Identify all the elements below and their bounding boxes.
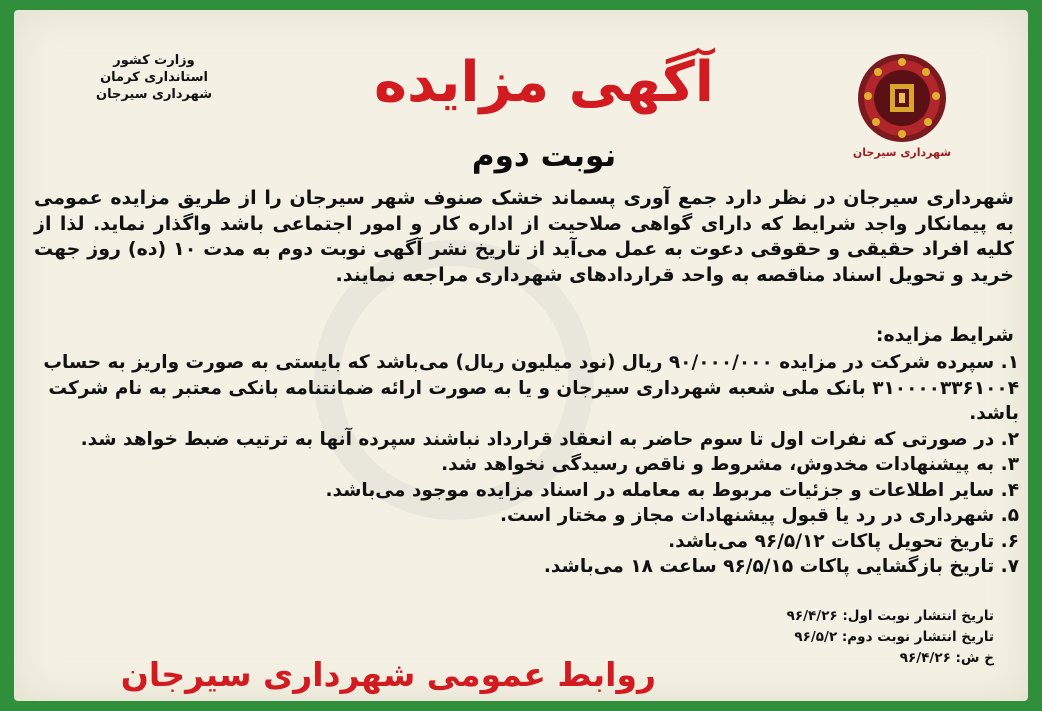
condition-item: ۵. شهرداری در رد یا قبول پیشنهادات مجاز و مختار است.: [499, 505, 1019, 526]
ministry-header: [84, 52, 224, 103]
sirjan-municipality-logo: [850, 50, 954, 162]
intro-paragraph: [34, 186, 1014, 288]
notice-frame: [14, 10, 1028, 701]
first-publication-date: تاریخ انتشار نوبت اول: ۹۶/۴/۲۶: [786, 608, 994, 624]
public-relations-signature: روابط عمومی شهرداری سیرجان: [120, 655, 656, 694]
notice-title: آگهی مزایده: [373, 50, 715, 115]
condition-item: ۶. تاریخ تحویل پاکات ۹۶/۵/۱۲ می‌باشد.: [668, 530, 1019, 552]
condition-item: ۷. تاریخ بازگشایی پاکات ۹۶/۵/۱۵ ساعت ۱۸ می‌باشد.: [543, 556, 1019, 577]
condition-item: ۳. به پیشنهادات مخدوش، مشروط و ناقص رسیدگی نخواهد شد.: [441, 454, 1019, 475]
notice-subtitle: نوبت دوم: [471, 138, 617, 174]
logo-caption: شهرداری سیرجان: [852, 146, 952, 159]
ministry-line-3: شهرداری سیرجان: [95, 87, 213, 102]
ministry-line-1: وزارت کشور: [113, 53, 195, 68]
condition-item: ۴. سایر اطلاعات و جزئیات مربوط به معامله در اسناد مزایده موجود می‌باشد.: [325, 479, 1019, 501]
conditions-list: [34, 350, 1019, 580]
condition-item: ۲. در صورتی که نفرات اول تا سوم حاضر به انعقاد قرارداد نباشند سپرده آنها به ترتیب ضبط خواهد شد.: [80, 428, 1019, 450]
second-publication-date: تاریخ انتشار نوبت دوم: ۹۶/۵/۲: [794, 629, 994, 645]
conditions-title: شرایط مزایده:: [875, 324, 1014, 346]
intro-text: شهرداری سیرجان در نظر دارد جمع آوری پسماند خشک صنوف شهر سیرجان را از طریق مزایده عمومی به پیمانکار واجد شرایط که دارای گواهی صلاحیت از اداره کار و امور اجتماعی باشد واگذار نماید. لذا از کلیه افراد حقیقی و حقوقی دعوت به عمل می‌آید از تاریخ نشر آگهی نوبت دوم به مدت ۱۰ (ده) روز جهت خرید و تحویل اسناد مناقصه به واحد قراردادهای شهرداری مراجعه نمایند.: [34, 187, 1015, 286]
condition-item: ۱. سپرده شرکت در مزایده ۹۰/۰۰۰/۰۰۰ ریال (نود میلیون ریال) می‌باشد که بایستی به صورت واریز به حساب ۳۱۰۰۰۰۳۳۶۱۰۰۴ بانک ملی شعبه شهرداری سیرجان و یا به صورت ارائه ضمانتنامه بانکی معتبر به نام شرکت باشد.: [43, 352, 1019, 424]
publication-dates: [734, 606, 994, 669]
kh-sh-code: خ ش: ۹۶/۴/۲۶: [899, 650, 994, 666]
ministry-line-2: استانداری کرمان: [100, 70, 208, 85]
